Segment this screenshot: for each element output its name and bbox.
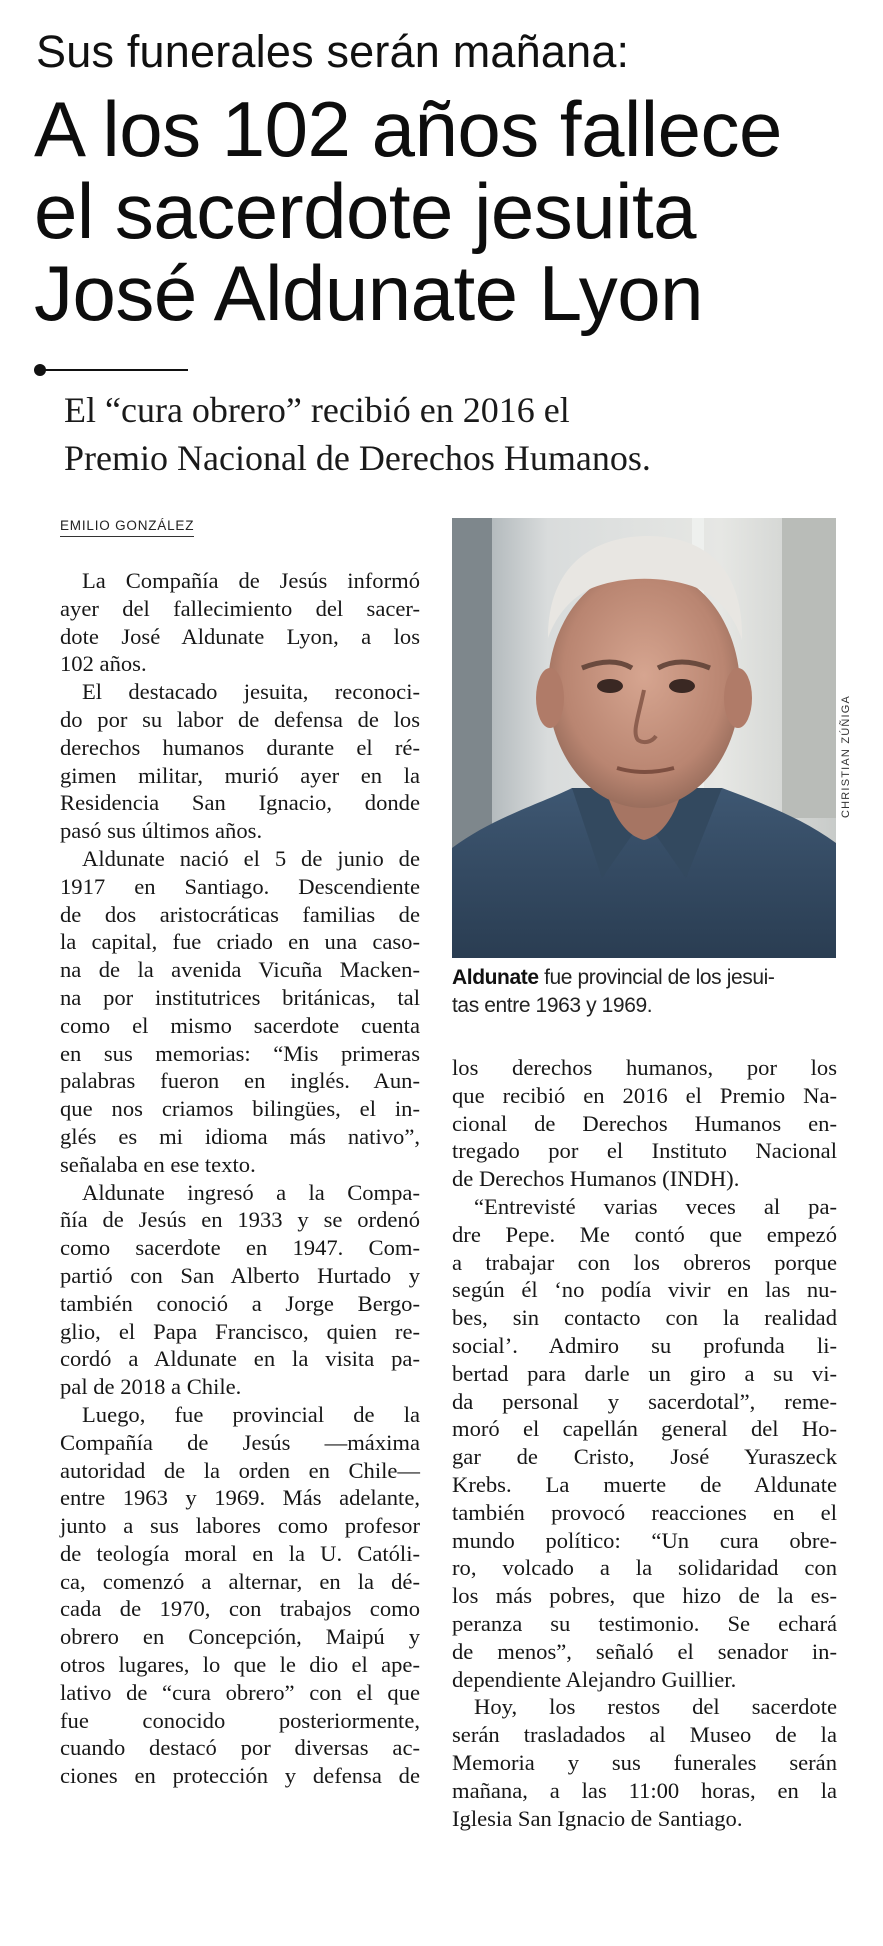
kicker: Sus funerales serán mañana: bbox=[36, 26, 630, 77]
body-text-line: que recibió en 2016 el Premio Na- bbox=[452, 1082, 837, 1108]
caption-text: fue provincial de los jesui- bbox=[538, 966, 775, 989]
body-text-line: La Compañía de Jesús informó bbox=[82, 568, 420, 593]
body-text-line: bertad para darle un giro a su vi- bbox=[452, 1360, 837, 1386]
body-text-line: también conoció a Jorge Bergo- bbox=[60, 1290, 420, 1316]
body-text-line: tregado por el Instituto Nacional bbox=[452, 1138, 837, 1164]
body-text-line: como sacerdote en 1947. Com- bbox=[60, 1235, 420, 1261]
body-column-left bbox=[60, 567, 420, 1790]
body-text-line: en sus memorias: “Mis primeras bbox=[60, 1040, 420, 1066]
body-text-line: Luego, fue provincial de la bbox=[82, 1401, 420, 1427]
body-text-line: pasó sus últimos años. bbox=[60, 818, 263, 844]
body-text-line: Iglesia San Ignacio de Santiago. bbox=[452, 1805, 743, 1831]
body-text-line: señalaba en ese texto. bbox=[60, 1151, 256, 1177]
body-text-line: ayer del fallecimiento del sacer- bbox=[60, 595, 420, 621]
body-text-line: Aldunate ingresó a la Compa- bbox=[82, 1179, 420, 1205]
body-text-line: Memoria y sus funerales serán bbox=[452, 1749, 837, 1775]
body-text-line: de Derechos Humanos (INDH). bbox=[452, 1166, 740, 1192]
body-text-line: dependiente Alejandro Guillier. bbox=[452, 1666, 737, 1692]
body-text-line: los derechos humanos, por los bbox=[452, 1055, 837, 1080]
photo-credit: CHRISTIAN ZÚÑIGA bbox=[840, 694, 852, 818]
portrait-illustration bbox=[452, 518, 836, 958]
body-text-line: peranza su testimonio. Se echará bbox=[452, 1610, 837, 1636]
body-text-line: dre Pepe. Me contó que empezó bbox=[452, 1221, 837, 1247]
body-text-line: Krebs. La muerte de Aldunate bbox=[452, 1471, 837, 1497]
body-text-line: pal de 2018 a Chile. bbox=[60, 1374, 242, 1400]
body-text-line: autoridad de la orden en Chile— bbox=[60, 1457, 420, 1483]
caption-text: tas entre 1963 y 1969. bbox=[452, 994, 653, 1017]
body-text-line: entre 1963 y 1969. Más adelante, bbox=[60, 1485, 420, 1511]
body-text-line: a trabajar con los obreros porque bbox=[452, 1249, 837, 1275]
headline-line: el sacerdote jesuita bbox=[34, 167, 697, 255]
body-text-line: cada de 1970, con trabajos como bbox=[60, 1596, 420, 1622]
headline bbox=[34, 85, 864, 337]
photo-caption bbox=[452, 964, 837, 1020]
body-text-line: “Entrevisté varias veces al pa- bbox=[474, 1193, 837, 1219]
body-text-line: palabras fueron en inglés. Aun- bbox=[60, 1068, 420, 1094]
body-text-line: la capital, fue criado en una caso- bbox=[60, 929, 420, 955]
body-text-line: Compañía de Jesús —máxima bbox=[60, 1429, 420, 1455]
body-text-line: ciones en protección y defensa de bbox=[60, 1763, 420, 1789]
body-text-line: ro, volcado a la solidaridad con bbox=[452, 1555, 837, 1581]
body-text-line: derechos humanos durante el ré- bbox=[60, 734, 420, 760]
body-text-line: dote José Aldunate Lyon, a los bbox=[60, 623, 420, 649]
body-text-line: El destacado jesuita, reconoci- bbox=[82, 679, 420, 705]
body-text-line: bes, sin contacto con la realidad bbox=[452, 1305, 837, 1331]
body-text-line: también provocó reacciones en el bbox=[452, 1499, 837, 1525]
body-text-line: Aldunate nació el 5 de junio de bbox=[82, 845, 420, 871]
body-text-line: na de la avenida Vicuña Macken- bbox=[60, 957, 420, 983]
body-text-line: mañana, a las 11:00 horas, en la bbox=[452, 1777, 837, 1803]
body-text-line: ñía de Jesús en 1933 y se ordenó bbox=[60, 1207, 420, 1233]
body-text-line: los más pobres, que hizo de la es- bbox=[452, 1583, 837, 1609]
body-text-line: cuando destacó por diversas ac- bbox=[60, 1735, 420, 1761]
body-text-line: Hoy, los restos del sacerdote bbox=[474, 1694, 837, 1720]
body-text-line: según él ‘no podía vivir en las nu- bbox=[452, 1277, 837, 1303]
body-text-line: social’. Admiro su profunda li- bbox=[452, 1332, 837, 1358]
headline-line: A los 102 años fallece bbox=[34, 85, 782, 173]
body-text-line: serán trasladados al Museo de la bbox=[452, 1722, 837, 1748]
caption-bold: Aldunate bbox=[452, 966, 539, 989]
portrait-photo bbox=[452, 518, 836, 958]
byline: EMILIO GONZÁLEZ bbox=[60, 518, 194, 537]
body-text-line: cordó a Aldunate en la visita pa- bbox=[60, 1346, 420, 1372]
body-text-line: junto a sus labores como profesor bbox=[60, 1513, 420, 1539]
body-column-right bbox=[452, 1054, 837, 1832]
deck bbox=[64, 386, 864, 482]
body-text-line: glés es mi idioma más nativo”, bbox=[60, 1123, 420, 1149]
body-text-line: de dos aristocráticas familias de bbox=[60, 901, 420, 927]
body-text-line: fue conocido posteriormente, bbox=[60, 1707, 420, 1733]
body-text-line: moró el capellán general del Ho- bbox=[452, 1416, 837, 1442]
body-text-line: partió con San Alberto Hurtado y bbox=[60, 1262, 420, 1288]
body-text-line: obrero en Concepción, Maipú y bbox=[60, 1624, 420, 1650]
body-text-line: da personal y sacerdotal”, reme- bbox=[452, 1388, 837, 1414]
body-text-line: otros lugares, lo que le dio el ape- bbox=[60, 1652, 420, 1678]
body-text-line: mundo político: “Un cura obre- bbox=[452, 1527, 837, 1553]
body-text-line: como el mismo sacerdote cuenta bbox=[60, 1012, 420, 1038]
body-text-line: cional de Derechos Humanos en- bbox=[452, 1110, 837, 1136]
body-text-line: Residencia San Ignacio, donde bbox=[60, 790, 420, 816]
body-text-line: de menos”, señaló el senador in- bbox=[452, 1638, 837, 1664]
body-text-line: glio, el Papa Francisco, quien re- bbox=[60, 1318, 420, 1344]
body-text-line: 102 años. bbox=[60, 651, 147, 677]
body-text-line: que nos criamos bilingües, el in- bbox=[60, 1096, 420, 1122]
body-text-line: na por institutrices británicas, tal bbox=[60, 984, 420, 1010]
headline-line: José Aldunate Lyon bbox=[34, 249, 703, 337]
body-text-line: ca, comenzó a alternar, en la dé- bbox=[60, 1568, 420, 1594]
body-text-line: de teología moral en la U. Católi- bbox=[60, 1540, 420, 1566]
body-text-line: gar de Cristo, José Yuraszeck bbox=[452, 1444, 837, 1470]
body-text-line: gimen militar, murió ayer en la bbox=[60, 762, 420, 788]
deck-line: El “cura obrero” recibió en 2016 el bbox=[64, 390, 570, 430]
body-text-line: lativo de “cura obrero” con el que bbox=[60, 1679, 420, 1705]
rule-line bbox=[40, 369, 188, 371]
body-text-line: 1917 en Santiago. Descendiente bbox=[60, 873, 420, 899]
deck-line: Premio Nacional de Derechos Humanos. bbox=[64, 438, 651, 478]
body-text-line: do por su labor de defensa de los bbox=[60, 706, 420, 732]
